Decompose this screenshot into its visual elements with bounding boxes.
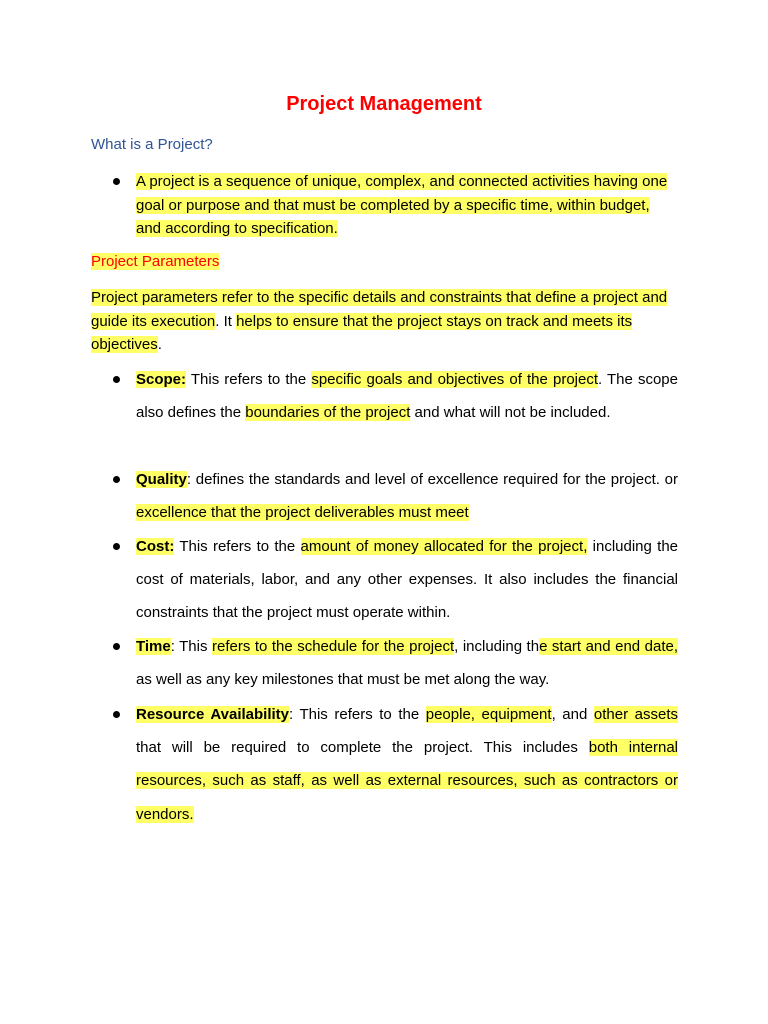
list-item-time [136,630,678,696]
cost-text-2: including the cost of materials, labor, and any other expenses. It also includes the financial constraints that the project must operate within. [136,538,678,622]
term-cost: Cost: [136,538,175,555]
heading-project-parameters-text: Project Parameters [91,253,220,270]
para-text-2: . It [215,312,237,330]
term-resource-availability: Resource Availability [136,706,290,723]
definition-item [136,170,678,241]
bullet-icon [113,643,120,650]
term-scope: Scope: [136,371,187,388]
time-highlight-2: e start and end date, [539,638,679,655]
list-item-quality [136,463,678,529]
time-highlight-1: refers to the schedule for the project [212,638,455,655]
bullet-icon [113,543,120,550]
term-quality: Quality [136,471,187,488]
list-item-scope [136,363,678,429]
heading-project-parameters [91,253,219,270]
time-text-2: , including th [454,638,540,655]
cost-text-1: This refers to the [174,538,301,555]
para-highlight-3: helps to ensure that the project stays on track and meets its objectives [91,312,633,353]
time-text-1: : This [170,638,212,655]
resource-text-1: : This refers to the [289,706,426,723]
term-time: Time [136,638,171,655]
list-item-resource-availability [136,698,678,831]
scope-highlight-2: boundaries of the project [245,404,411,422]
scope-highlight-1: specific goals and objectives of the project [311,371,598,388]
page-title: Project Management [286,93,482,115]
list-item-cost [136,530,678,630]
quality-text-1: : defines the standards and level of excellence required for the project. or [186,471,678,488]
bullet-icon [113,476,120,483]
bullet-icon [113,711,120,718]
time-text-3: as well as any key milestones that must be met along the way. [136,671,550,689]
bullet-icon [113,178,120,185]
definition-text: A project is a sequence of unique, complex, and connected activities having one goal or purpose and that must be completed by a specific time, within budget, and according to specification. [136,173,668,237]
scope-text-3: and what will not be included. [410,404,611,422]
resource-highlight-2: other assets [593,706,678,723]
parameters-paragraph [91,286,679,357]
resource-highlight-3: both internal resources, such as staff, as well as external resources, such as contractors or vendors. [136,739,678,823]
resource-highlight-1: people, equipment [425,706,552,723]
bullet-icon [113,376,120,383]
heading-what-is-project: What is a Project? [91,136,213,153]
cost-highlight-1: amount of money allocated for the project, [300,538,588,555]
resource-text-3: that will be required to complete the project. This includes [136,739,589,757]
para-text-4: . [157,336,162,353]
scope-text-2: . The scope also defines the [136,371,678,422]
quality-highlight-1: excellence that the project deliverables must meet [136,504,469,522]
resource-text-2: , and [551,706,594,723]
para-highlight-1: Project parameters refer to the specific details and constraints that define a project and guide its execution [91,289,668,330]
scope-text-1: This refers to the [186,371,312,388]
